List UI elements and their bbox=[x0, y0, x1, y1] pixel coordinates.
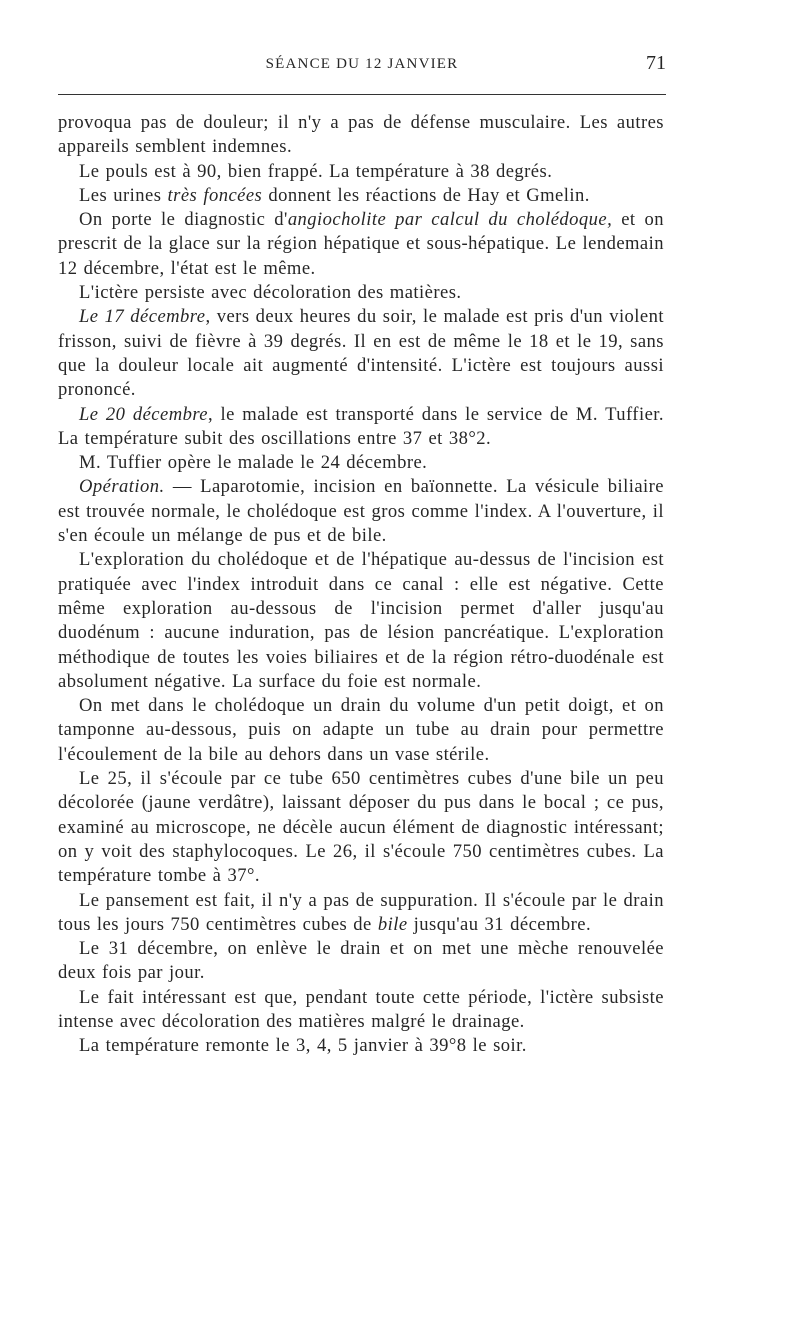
paragraph bbox=[58, 160, 664, 184]
paragraph bbox=[58, 184, 664, 208]
text-run: On porte le diagnostic d' bbox=[79, 209, 288, 231]
paragraph bbox=[58, 548, 664, 694]
paragraph bbox=[58, 208, 664, 281]
text-run: Les urines bbox=[79, 184, 168, 206]
text-run: Le 31 décembre, on enlève le drain et on met une mèche renouvelée deux fois par jour. bbox=[58, 938, 664, 984]
italic-run: bile bbox=[377, 913, 408, 935]
text-run: provoqua pas de douleur; il n'y a pas de défense musculaire. Les autres appareils semblent indemnes. bbox=[58, 112, 664, 158]
text-run: donnent les réactions de Hay et Gmelin. bbox=[262, 184, 590, 206]
text-run: La température remonte le 3, 4, 5 janvier à 39°8 le soir. bbox=[79, 1035, 527, 1057]
italic-run: Opération. bbox=[79, 476, 165, 498]
paragraph bbox=[58, 1034, 664, 1058]
text-run: Le fait intéressant est que, pendant toute cette période, l'ictère subsiste intense avec décoloration des matières malgré le drainage. bbox=[58, 986, 664, 1032]
text-run: On met dans le cholédoque un drain du volume d'un petit doigt, et on tamponne au-dessous, puis on adapte un tube au drain pour permettre l'écoulement de la bile au dehors dans un vase stérile. bbox=[58, 695, 664, 765]
italic-run: Le 17 décembre bbox=[79, 306, 206, 328]
paragraph bbox=[58, 111, 664, 160]
text-run: L'ictère persiste avec décoloration des matières. bbox=[79, 282, 462, 304]
paragraph bbox=[58, 403, 664, 452]
running-head bbox=[58, 52, 666, 78]
paragraph bbox=[58, 281, 664, 305]
italic-run: très foncées bbox=[167, 184, 263, 206]
text-run: Le pouls est à 90, bien frappé. La température à 38 degrés. bbox=[79, 160, 553, 182]
text-run: Le pansement est fait, il n'y a pas de suppuration. Il s'écoule par le drain tous les jours 750 centimètres cubes de bbox=[58, 889, 664, 935]
paragraph bbox=[58, 451, 664, 475]
page-number: 71 bbox=[646, 52, 666, 74]
body-text bbox=[58, 111, 664, 1059]
text-run: et on prescrit de la glace sur la région hépatique et sous-hépatique. Le lendemain 12 décembre, l'état est le même. bbox=[58, 209, 665, 279]
paragraph bbox=[58, 986, 664, 1035]
header-rule bbox=[58, 94, 666, 95]
italic-run: Le 20 décembre bbox=[79, 403, 209, 425]
text-run: jusqu'au 31 décembre. bbox=[407, 913, 592, 935]
paragraph bbox=[58, 475, 664, 548]
paragraph bbox=[58, 694, 664, 767]
running-title: SÉANCE DU 12 JANVIER bbox=[265, 56, 459, 72]
paragraph bbox=[58, 889, 664, 938]
text-run: M. Tuffier opère le malade le 24 décembre. bbox=[79, 452, 428, 474]
text-run: , le malade est transporté dans le service de M. Tuffier. La température subit des oscillations entre 37 et 38°2. bbox=[58, 403, 664, 449]
text-run: — Laparotomie, incision en baïonnette. La vésicule biliaire est trouvée normale, le cholédoque est gros comme l'index. A l'ouverture, il s'en écoule un mélange de pus et de bile. bbox=[58, 476, 664, 547]
paragraph bbox=[58, 305, 664, 402]
text-run: , vers deux heures du soir, le malade est pris d'un violent frisson, suivi de fièvre à 39 degrés. Il en est de même le 18 et le 19, sans que la douleur locale ait augmenté d'intensité. L'ictère est toujours aussi prononcé. bbox=[58, 306, 664, 401]
paragraph bbox=[58, 937, 664, 986]
text-run: L'exploration du cholédoque et de l'hépatique au-dessus de l'incision est pratiquée avec l'index introduit dans ce canal : elle est négative. Cette même exploration au-dessous de l'incision permet d'aller jusqu'au duodénum : aucune induration, pas de lésion pancréatique. L'exploration méthodique de toutes les voies biliaires et de la région rétro-duodénale est absolument négative. La surface du foie est normale. bbox=[58, 549, 664, 692]
text-run: Le 25, il s'écoule par ce tube 650 centimètres cubes d'une bile un peu décolorée (jaune verdâtre), laissant déposer du pus dans le bocal ; ce pus, examiné au microscope, ne décèle aucun élément de diagnostic intéressant; on y voit des staphylocoques. Le 26, il s'écoule 750 centimètres cubes. La température tombe à 37°. bbox=[58, 768, 664, 887]
italic-run: angiocholite par calcul du cholédoque, bbox=[287, 209, 613, 231]
paragraph bbox=[58, 767, 664, 888]
